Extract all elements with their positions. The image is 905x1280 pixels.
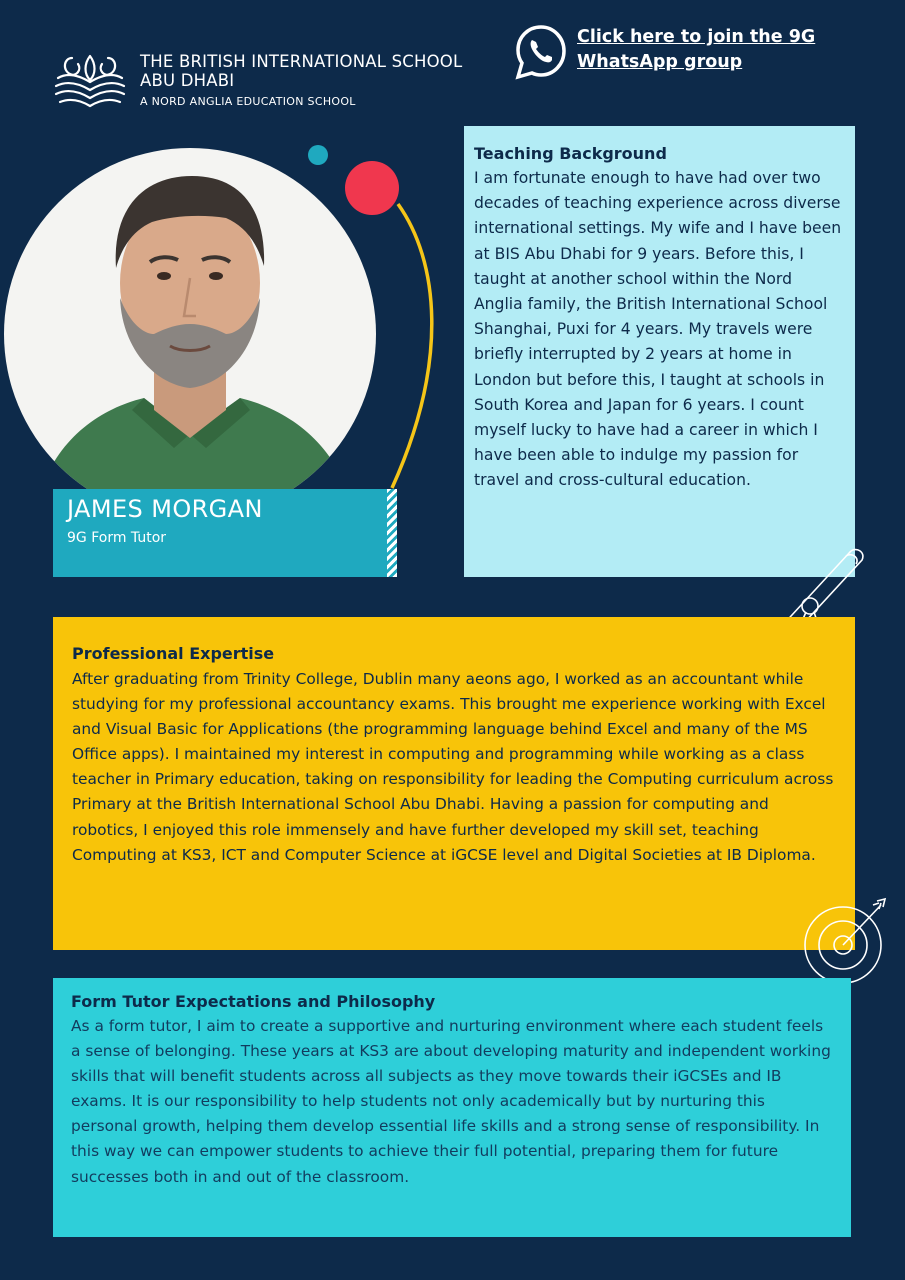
name-box-stripe	[387, 489, 397, 577]
teaching-background-box	[464, 126, 855, 577]
philosophy-heading: Form Tutor Expectations and Philosophy	[71, 992, 436, 1011]
whatsapp-link-line2[interactable]: WhatsApp group	[577, 52, 743, 72]
whatsapp-icon[interactable]	[515, 24, 567, 80]
teaching-background-heading: Teaching Background	[474, 144, 667, 163]
tutor-role: 9G Form Tutor	[67, 530, 167, 546]
school-name	[140, 52, 462, 90]
philosophy-text: As a form tutor, I aim to create a supportive and nurturing environment where each student feels a sense of belonging. These years at KS3 are about developing maturity and independent working skills that will benefit students across all subjects as they move towards their iGCSEs and IB exams. It is our responsibility to help students not only academically but by nurturing this personal growth, helping them develop essential life skills and a strong sense of responsibility. In this way we can empower students to achieve their full potential, preparing them for future successes both in and out of the classroom.	[71, 1017, 831, 1186]
whatsapp-group-link[interactable]	[577, 25, 827, 75]
school-name-line1: THE BRITISH INTERNATIONAL SCHOOL	[140, 52, 463, 71]
teaching-background-text: I am fortunate enough to have had over two decades of teaching experience across diverse international settings. My wife and I have been at BIS Abu Dhabi for 9 years. Before this, I taught at another school within the Nord Anglia family, the British International School Shanghai, Puxi for 4 years. My travels were briefly interrupted by 2 years at home in London but before this, I taught at schools in South Korea and Japan for 6 years. I count myself lucky to have had a career in which I have been able to indulge my passion for travel and cross-cultural education.	[474, 169, 842, 490]
professional-expertise-box	[53, 617, 855, 950]
school-name-line2: ABU DHABI	[140, 71, 235, 90]
tutor-photo	[4, 148, 376, 520]
whatsapp-link-line1[interactable]: Click here to join the 9G	[577, 27, 816, 47]
school-subtitle: A NORD ANGLIA EDUCATION SCHOOL	[140, 95, 356, 108]
professional-expertise-heading: Professional Expertise	[72, 644, 275, 663]
professional-expertise-text: After graduating from Trinity College, Dublin many aeons ago, I worked as an accountant while studying for my professional accountancy exams. This brought me experience working with Excel and Visual Basic for Applications (the programming language behind Excel and many of the MS Office apps). I maintained my interest in computing and programming while working as a class teacher in Primary education, taking on responsibility for leading the Computing curriculum across Primary at the British International School Abu Dhabi. Having a passion for computing and robotics, I enjoyed this role immensely and have further developed my skill set, teaching Computing at KS3, ICT and Computer Science at iGCSE level and Digital Societies at IB Diploma.	[72, 670, 834, 864]
target-arrow-icon	[797, 893, 891, 987]
school-crest-icon	[52, 52, 128, 110]
philosophy-box	[53, 978, 851, 1237]
tutor-name: JAMES MORGAN	[67, 495, 263, 523]
